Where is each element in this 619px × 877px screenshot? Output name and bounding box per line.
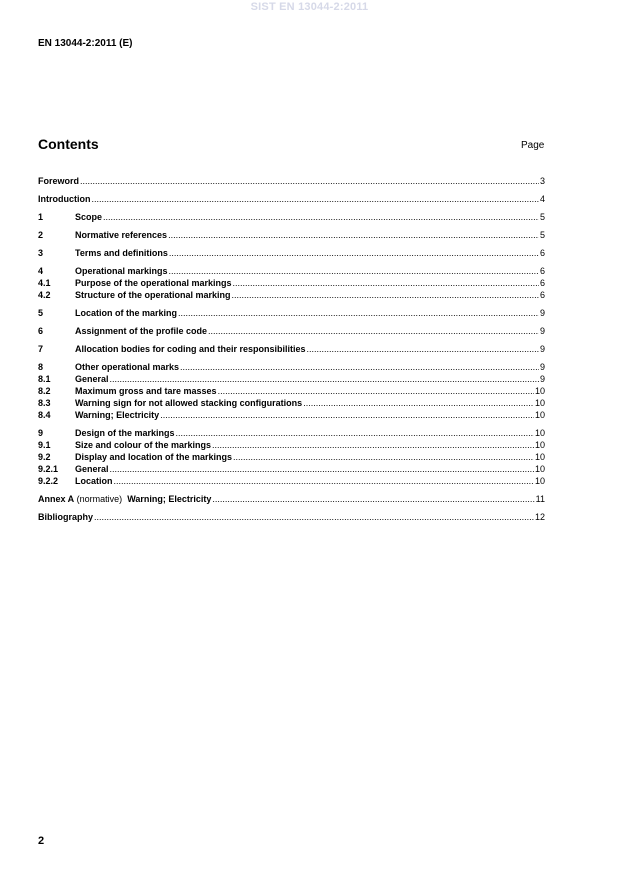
toc-number: 7 xyxy=(38,344,44,354)
toc-page: 5 xyxy=(539,230,545,240)
toc-leader xyxy=(103,211,539,223)
toc-leader xyxy=(232,289,539,301)
toc-entry[interactable] xyxy=(38,409,545,421)
toc-title: Introduction xyxy=(38,194,91,204)
toc-number: 9.2 xyxy=(38,452,51,462)
toc-entry[interactable] xyxy=(38,289,545,301)
toc-leader xyxy=(233,277,539,289)
contents-title: Contents xyxy=(38,136,99,152)
toc-leader xyxy=(178,307,539,319)
toc-page: 3 xyxy=(539,176,545,186)
toc-title: Bibliography xyxy=(38,512,94,522)
toc-page: 10 xyxy=(534,440,545,450)
toc-title: Other operational marks xyxy=(75,362,180,372)
toc-title: Maximum gross and tare masses xyxy=(75,386,217,396)
toc-leader xyxy=(180,361,539,373)
toc-page: 5 xyxy=(539,212,545,222)
toc-page: 10 xyxy=(534,476,545,486)
toc-entry[interactable] xyxy=(38,511,545,523)
toc-leader xyxy=(176,427,534,439)
annex-title: Warning; Electricity xyxy=(122,494,212,504)
toc-title: Normative references xyxy=(75,230,168,240)
toc-entry[interactable] xyxy=(38,247,545,259)
toc-leader xyxy=(169,247,539,259)
toc-entry[interactable] xyxy=(38,277,545,289)
toc-entry[interactable] xyxy=(38,211,545,223)
toc-leader xyxy=(110,463,534,475)
toc-title: Assignment of the profile code xyxy=(75,326,208,336)
toc-entry[interactable] xyxy=(38,451,545,463)
annex-label: Annex A xyxy=(38,494,75,504)
toc-title: Scope xyxy=(75,212,103,222)
toc-title: Location xyxy=(75,476,113,486)
toc-title: General xyxy=(75,374,109,384)
toc-page: 6 xyxy=(539,248,545,258)
toc-leader xyxy=(169,265,539,277)
toc-page: 10 xyxy=(534,398,545,408)
toc-entry[interactable] xyxy=(38,265,545,277)
toc-title: Allocation bodies for coding and their responsibilities xyxy=(75,344,306,354)
toc-entry[interactable] xyxy=(38,193,545,205)
table-of-contents xyxy=(38,175,545,523)
toc-entry[interactable] xyxy=(38,427,545,439)
toc-number: 9.2.1 xyxy=(38,464,59,474)
toc-number: 2 xyxy=(38,230,44,240)
toc-leader xyxy=(94,511,534,523)
toc-number: 6 xyxy=(38,326,44,336)
toc-number: 1 xyxy=(38,212,44,222)
toc-entry[interactable] xyxy=(38,463,545,475)
page-column-label: Page xyxy=(521,140,545,151)
toc-leader xyxy=(208,325,539,337)
toc-page: 9 xyxy=(539,308,545,318)
toc-page: 9 xyxy=(539,344,545,354)
toc-title: Display and location of the markings xyxy=(75,452,233,462)
toc-number: 3 xyxy=(38,248,44,258)
toc-page: 10 xyxy=(534,464,545,474)
toc-page: 6 xyxy=(539,290,545,300)
toc-entry[interactable] xyxy=(38,397,545,409)
toc-page: 10 xyxy=(534,410,545,420)
toc-page: 9 xyxy=(539,326,545,336)
toc-title: Terms and definitions xyxy=(75,248,168,258)
toc-entry-annex-a[interactable] xyxy=(38,493,545,505)
toc-leader xyxy=(218,385,534,397)
toc-number: 5 xyxy=(38,308,44,318)
toc-title: Location of the marking xyxy=(75,308,178,318)
toc-leader xyxy=(80,175,539,187)
toc-number: 9 xyxy=(38,428,44,438)
toc-page: 10 xyxy=(534,386,545,396)
toc-page: 6 xyxy=(539,278,545,288)
toc-entry[interactable] xyxy=(38,343,545,355)
toc-entry[interactable] xyxy=(38,385,545,397)
toc-title: General xyxy=(75,464,109,474)
toc-entry[interactable] xyxy=(38,229,545,241)
toc-page: 4 xyxy=(539,194,545,204)
toc-number: 4.2 xyxy=(38,290,51,300)
toc-leader xyxy=(212,493,534,505)
toc-leader xyxy=(233,451,534,463)
document-id: EN 13044-2:2011 (E) xyxy=(38,38,133,49)
toc-leader xyxy=(92,193,539,205)
toc-leader xyxy=(110,373,539,385)
toc-entry[interactable] xyxy=(38,307,545,319)
toc-number: 8.2 xyxy=(38,386,51,396)
toc-title: Operational markings xyxy=(75,266,168,276)
toc-title: Structure of the operational marking xyxy=(75,290,231,300)
toc-page: 10 xyxy=(534,428,545,438)
toc-leader xyxy=(212,439,534,451)
toc-page: 10 xyxy=(534,452,545,462)
toc-page: 12 xyxy=(534,512,545,522)
toc-entry[interactable] xyxy=(38,361,545,373)
toc-title: Warning sign for not allowed stacking configurations xyxy=(75,398,303,408)
toc-number: 8.1 xyxy=(38,374,51,384)
toc-entry[interactable] xyxy=(38,439,545,451)
toc-leader xyxy=(307,343,539,355)
toc-leader xyxy=(114,475,534,487)
toc-title: Design of the markings xyxy=(75,428,175,438)
toc-title xyxy=(38,493,211,505)
toc-leader xyxy=(160,409,534,421)
toc-number: 9.1 xyxy=(38,440,51,450)
toc-entry[interactable] xyxy=(38,325,545,337)
toc-title: Warning; Electricity xyxy=(75,410,160,420)
toc-title: Size and colour of the markings xyxy=(75,440,212,450)
toc-page: 9 xyxy=(539,374,545,384)
watermark: SIST EN 13044-2:2011 xyxy=(250,1,369,13)
toc-page: 6 xyxy=(539,266,545,276)
toc-entry[interactable] xyxy=(38,175,545,187)
toc-page: 11 xyxy=(535,494,545,504)
toc-leader xyxy=(168,229,539,241)
toc-number: 4.1 xyxy=(38,278,51,288)
page-number: 2 xyxy=(38,835,45,847)
toc-number: 8 xyxy=(38,362,44,372)
toc-number: 9.2.2 xyxy=(38,476,59,486)
toc-title: Foreword xyxy=(38,176,80,186)
toc-entry[interactable] xyxy=(38,475,545,487)
toc-number: 8.3 xyxy=(38,398,51,408)
toc-leader xyxy=(303,397,534,409)
toc-title: Purpose of the operational markings xyxy=(75,278,232,288)
annex-note: (normative) xyxy=(74,494,123,504)
toc-number: 8.4 xyxy=(38,410,51,420)
toc-number: 4 xyxy=(38,266,44,276)
toc-page: 9 xyxy=(539,362,545,372)
toc-entry[interactable] xyxy=(38,373,545,385)
